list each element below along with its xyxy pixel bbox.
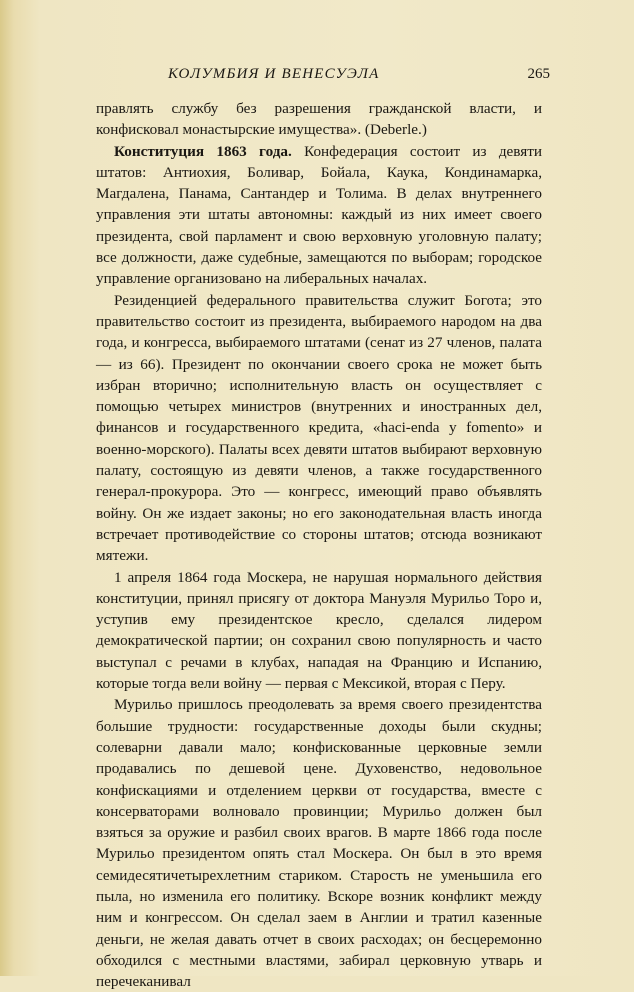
page-number: 265 [527, 66, 550, 82]
paragraph-mosquera: 1 апреля 1864 года Москера, не нарушая нормального действия конституции, принял присягу от доктора Мануэля Мурильо Торо и, уступив ему президентское кресло, сделался лидером демократической партии; он сохранил свою популярность и часто выступал с речами в клубах, нападая на Францию и Испанию, которые тогда вели войну — первая с Мексикой, вторая с Перу. [96, 568, 542, 693]
paragraph-heading: Конституция 1863 года. [114, 142, 292, 160]
paragraph-federal-government: Резиденцией федерального правительства служит Богота; это правительство состоит из президента, выбираемого народом на два года, и конгресса, выбираемого штатами (сенат из 27 членов, палата — из 66). Президент по окончании своего срока не может быть избран вторично; исполнительную власть он осуществляет с помощью четырех министров (внутренних и иностранных дел, финансов и государственного кредита, «haci-enda y fomento» и военно-морского). Палаты всех девяти штатов выбирают верховную палату, состоящую из девяти членов, а также государственного генерал-прокурора. Это — конгресс, имеющий право объявлять войну. Он же издает законы; но его законодательная власть иногда встречает противодействие со стороны штатов; отсюда возникают мятежи. [96, 291, 542, 565]
paragraph-text: Конфедерация состоит из девяти штатов: Антиохия, Боливар, Бойала, Каука, Кондинамарка, Магдалена, Панама, Сантандер и Толима. В делах внутреннего управления эти штаты автономны: каждый из них имеет своего президента, свой парламент и свою верховную уголовную палату; все должности, даже судебные, замещаются по выборам; городское управление организовано на либеральных началах. [96, 142, 543, 288]
paragraph-constitution [96, 141, 542, 290]
body-text [96, 98, 542, 992]
paragraph-continuation: правлять службу без разрешения гражданской власти, и конфисковал монастырские имущества». (Deberle.) [96, 100, 542, 139]
page-header [96, 66, 550, 88]
paragraph-murillo: Мурильо пришлось преодолевать за время своего президентства большие трудности: государственные доходы были скудны; солеварни давали мало; конфискованные церковные земли продавались по дешевой цене. Духовенство, недовольное конфискациями и отделением церкви от государства, вместе с консерваторами волновало провинции; Мурильо должен был взяться за оружие и разбил своих врагов. В марте 1866 года после Мурильо президентом опять стал Москера. Он был в это время семидесятичетырехлетним стариком. Старость не уменьшила его пыла, но изменила его политику. Вскоре возник конфликт между ним и конгрессом. Он сделал заем в Англии и тратил казенные деньги, не желая давать отчет в своих расходах; он бесцеремонно обходился с местными властями, забирал церковную утварь и перечеканивал [96, 696, 542, 991]
running-title: КОЛУМБИЯ И ВЕНЕСУЭЛА [168, 66, 380, 82]
